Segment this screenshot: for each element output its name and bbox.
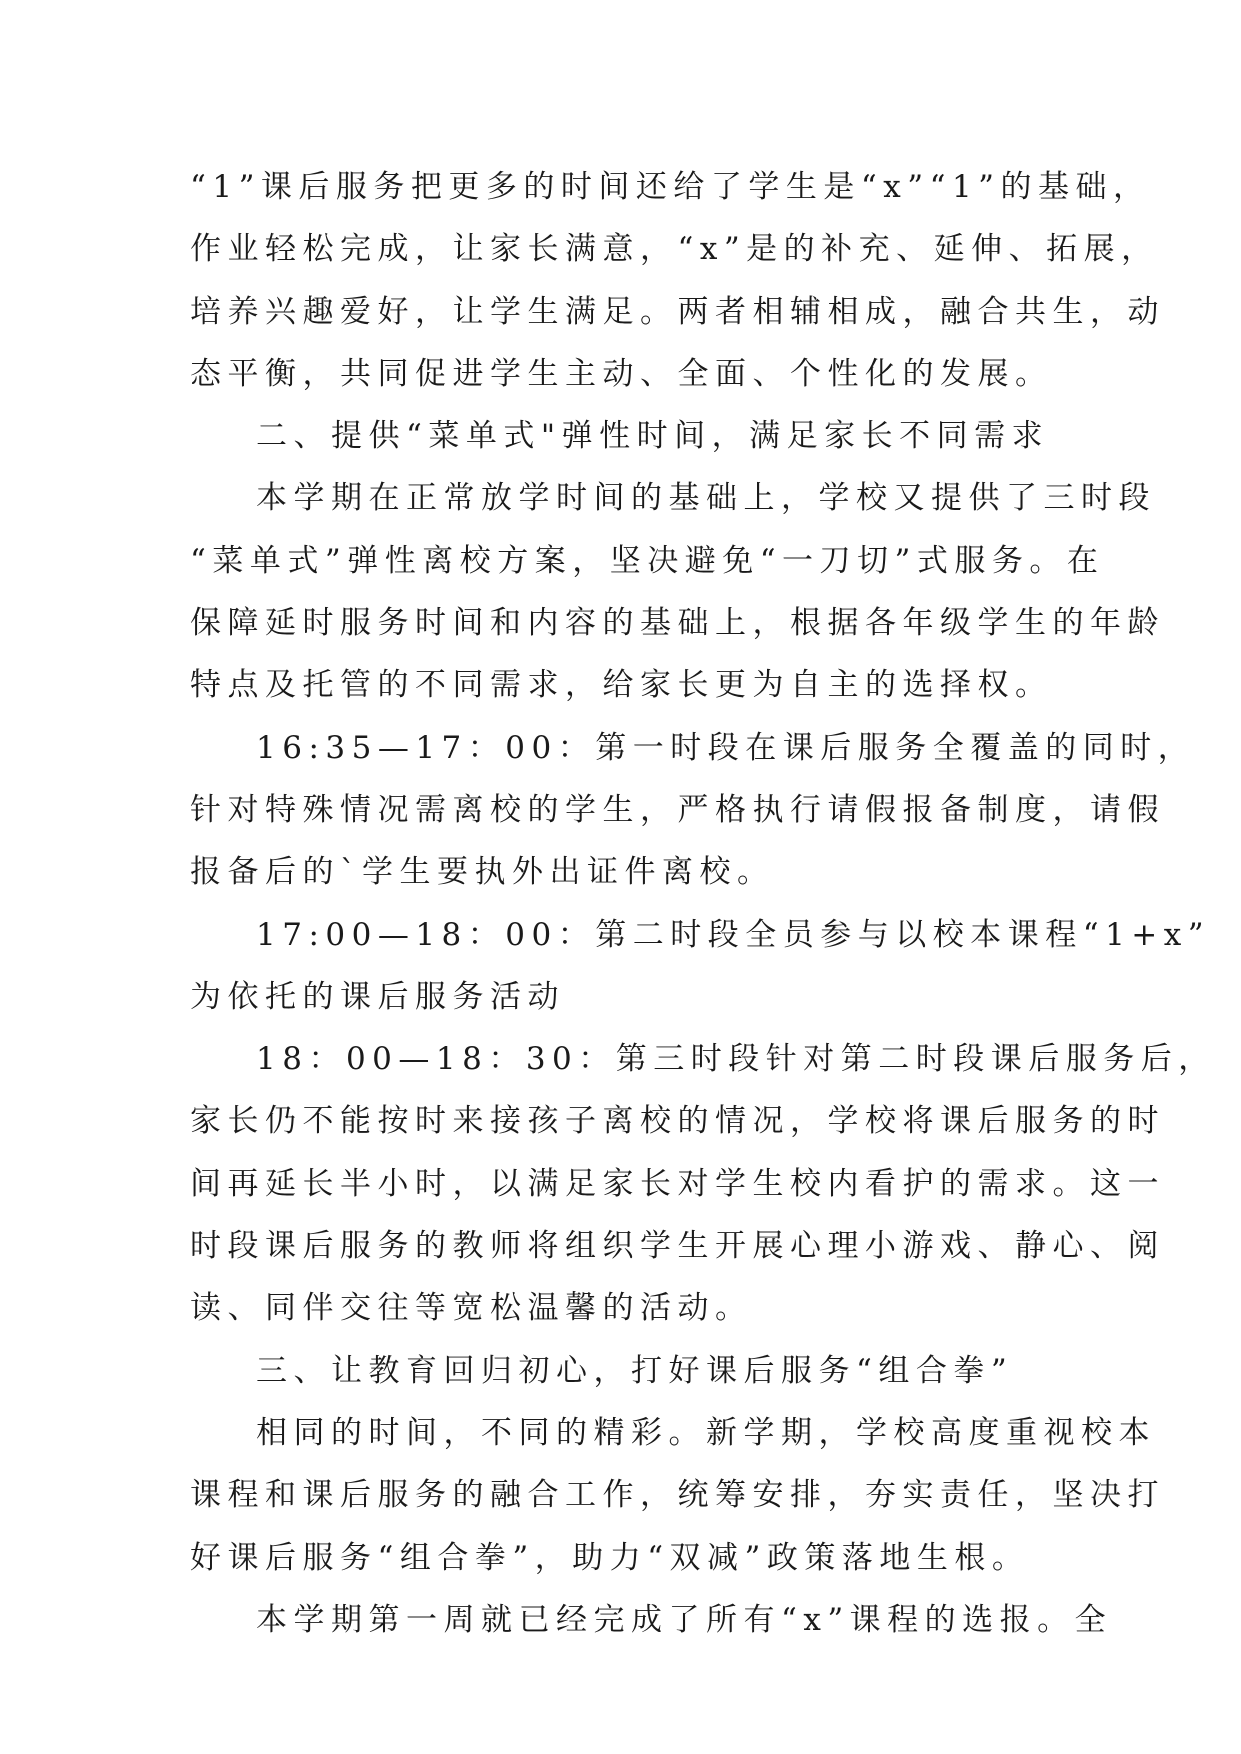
text-line: 培养兴趣爱好，让学生满足。两者相辅相成，融合共生，动 <box>190 293 1165 330</box>
text-line: “1”课后服务把更多的时间还给了学生是“x”“1”的基础， <box>190 169 1151 205</box>
document-body <box>190 156 1216 1651</box>
text-line: 家长仍不能按时来接孩子离校的情况，学校将课后服务的时 <box>190 1103 1165 1140</box>
text-line: 针对特殊情况需离校的学生，严格执行请假报备制度，请假 <box>190 791 1165 828</box>
text-line: 读、同伴交往等宽松温馨的活动。 <box>190 1290 753 1327</box>
text-line: 好课后服务“组合拳”，助力“双减”政策落地生根。 <box>190 1539 1030 1576</box>
text-line: 报备后的`学生要执外出证件离校。 <box>190 854 775 891</box>
text-line: 本学期在正常放学时间的基础上，学校又提供了三时段 <box>256 480 1156 517</box>
text-line: 间再延长半小时，以满足家长对学生校内看护的需求。这一 <box>190 1165 1165 1202</box>
text-line: 特点及托管的不同需求，给家长更为自主的选择权。 <box>190 667 1053 704</box>
text-line: 为依托的课后服务活动 <box>190 978 565 1015</box>
text-line: 态平衡，共同促进学生主动、全面、个性化的发展。 <box>190 355 1053 392</box>
text-line: 本学期第一周就已经完成了所有“x”课程的选报。全 <box>256 1601 1113 1638</box>
text-line: 保障延时服务时间和内容的基础上，根据各年级学生的年龄 <box>190 605 1165 642</box>
text-line: 18：00—18：30：第三时段针对第二时段课后服务后， <box>256 1041 1216 1078</box>
text-line: 17:00—18：00：第二时段全员参与以校本课程“1+x” <box>256 916 1211 953</box>
text-line: 时段课后服务的教师将组织学生开展心理小游戏、静心、阅 <box>190 1228 1165 1265</box>
text-line: 课程和课后服务的融合工作，统筹安排，夯实责任，坚决打 <box>190 1477 1165 1514</box>
text-line: “菜单式”弹性离校方案，坚决避免“一刀切”式服务。在 <box>190 542 1105 579</box>
section-heading: 二、提供“菜单式"弹性时间，满足家长不同需求 <box>256 418 1050 455</box>
text-line: 16:35—17：00：第一时段在课后服务全覆盖的同时， <box>256 729 1196 766</box>
section-heading: 三、让教育回归初心，打好课后服务“组合拳” <box>256 1352 1014 1389</box>
text-line: 作业轻松完成，让家长满意，“x”是的补充、延伸、拓展， <box>190 231 1159 268</box>
text-line: 相同的时间，不同的精彩。新学期，学校高度重视校本 <box>256 1414 1156 1451</box>
